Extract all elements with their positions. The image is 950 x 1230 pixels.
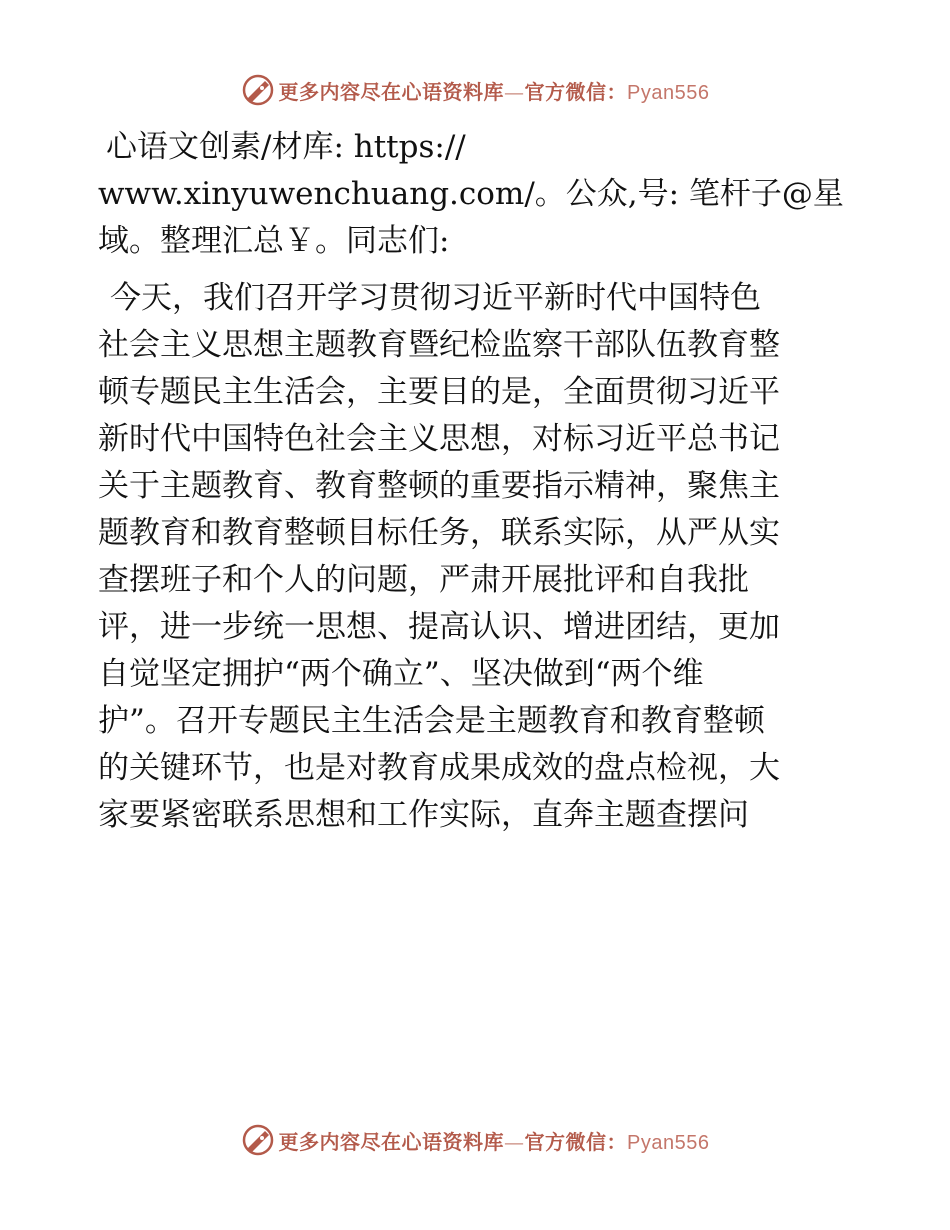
text-line: 评，进一步统一思想、提高认识、增进团结，更加 (98, 609, 780, 645)
text-line: 自觉坚定拥护“两个确立”、坚决做到“两个维 (98, 656, 704, 692)
text-line: 查摆班子和个人的问题，严肃开展批评和自我批 (98, 562, 749, 598)
document-body (98, 124, 852, 839)
watermark-footer (0, 1118, 950, 1162)
text-line: 心语文创素/材库: https:// (106, 129, 466, 165)
text-line: 顿专题民主生活会，主要目的是，全面贯彻习近平 (98, 374, 780, 410)
text-line: 的关键环节，也是对教育成果成效的盘点检视，大 (98, 750, 780, 786)
text-line: 关于主题教育、教育整顿的重要指示精神，聚焦主 (98, 468, 780, 504)
pen-circle-logo-icon (241, 73, 275, 107)
intro-paragraph (98, 124, 852, 265)
pen-circle-logo-icon (241, 1123, 275, 1157)
text-line: 社会主义思想主题教育暨纪检监察干部队伍教育整 (98, 327, 780, 363)
text-line: www.xinyuwenchuang.com/。公众,号: 笔杆子@星 (98, 176, 844, 212)
watermark-header (0, 68, 950, 112)
watermark-text: 更多内容尽在心语资料库—官方微信：Pyan556 (278, 1129, 710, 1154)
body-paragraph (98, 275, 852, 839)
text-line: 域。整理汇总￥。同志们: (98, 223, 450, 259)
watermark-text: 更多内容尽在心语资料库—官方微信：Pyan556 (278, 79, 710, 104)
text-line: 护”。召开专题民主生活会是主题教育和教育整顿 (98, 703, 765, 739)
text-line: 家要紧密联系思想和工作实际，直奔主题查摆问 (98, 797, 749, 833)
text-line: 题教育和教育整顿目标任务，联系实际，从严从实 (98, 515, 780, 551)
text-line: 新时代中国特色社会主义思想，对标习近平总书记 (98, 421, 780, 457)
text-line: 今天，我们召开学习贯彻习近平新时代中国特色 (110, 280, 761, 316)
